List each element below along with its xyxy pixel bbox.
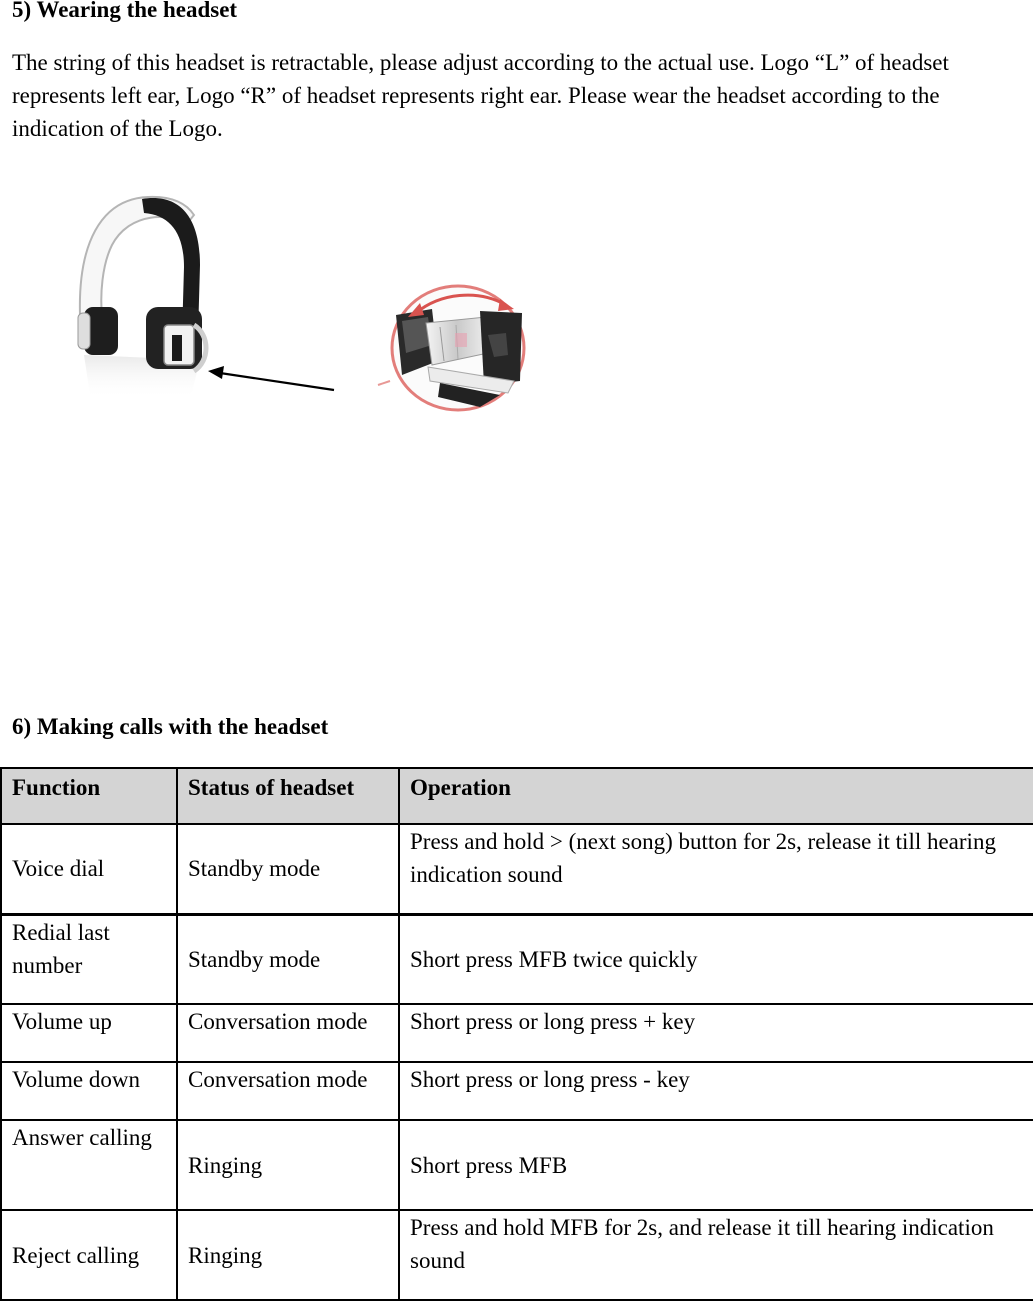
section-5-paragraph: The string of this headset is retractable, please adjust according to the actual use. Logo “L” of headset represents left ear, Logo “R” of headset represents right ear. Please wear the headset according to the indication of the Logo. [12,50,949,141]
cell-status: Standby mode [177,824,399,914]
section-5-heading: 5) Wearing the headset [12,0,238,22]
cell-function: Reject calling [1,1210,177,1300]
header-operation: Operation [399,768,1033,824]
cell-operation: Short press MFB [399,1120,1033,1210]
cell-function: Redial last number [1,914,177,1004]
cell-operation: Press and hold > (next song) button for 2s, release it till hearing indication sound [399,824,1033,914]
cell-function: Answer calling [1,1120,177,1210]
call-operations-table [0,767,1033,1301]
header-function: Function [1,768,177,824]
cell-operation: Short press or long press + key [399,1004,1033,1062]
cell-operation: Short press or long press - key [399,1062,1033,1120]
table-row [1,1210,1033,1300]
cell-status: Ringing [177,1210,399,1300]
slider-closeup-icon [378,286,524,410]
table-row [1,824,1033,914]
table-row [1,1062,1033,1120]
pointer-arrow-icon [208,366,334,390]
headset-icon [78,197,206,400]
table-row [1,1004,1033,1062]
cell-operation: Press and hold MFB for 2s, and release it till hearing indication sound [399,1210,1033,1300]
header-status: Status of headset [177,768,399,824]
cell-status: Conversation mode [177,1062,399,1120]
cell-function: Voice dial [1,824,177,914]
table-header-row [1,768,1033,824]
table-row [1,1120,1033,1210]
cell-status: Standby mode [177,914,399,1004]
cell-status: Ringing [177,1120,399,1210]
section-6-heading: 6) Making calls with the headset [12,714,329,739]
cell-operation: Short press MFB twice quickly [399,914,1033,1004]
cell-function: Volume down [1,1062,177,1120]
cell-function: Volume up [1,1004,177,1062]
table-row [1,914,1033,1004]
headset-figure [60,185,560,425]
cell-status: Conversation mode [177,1004,399,1062]
